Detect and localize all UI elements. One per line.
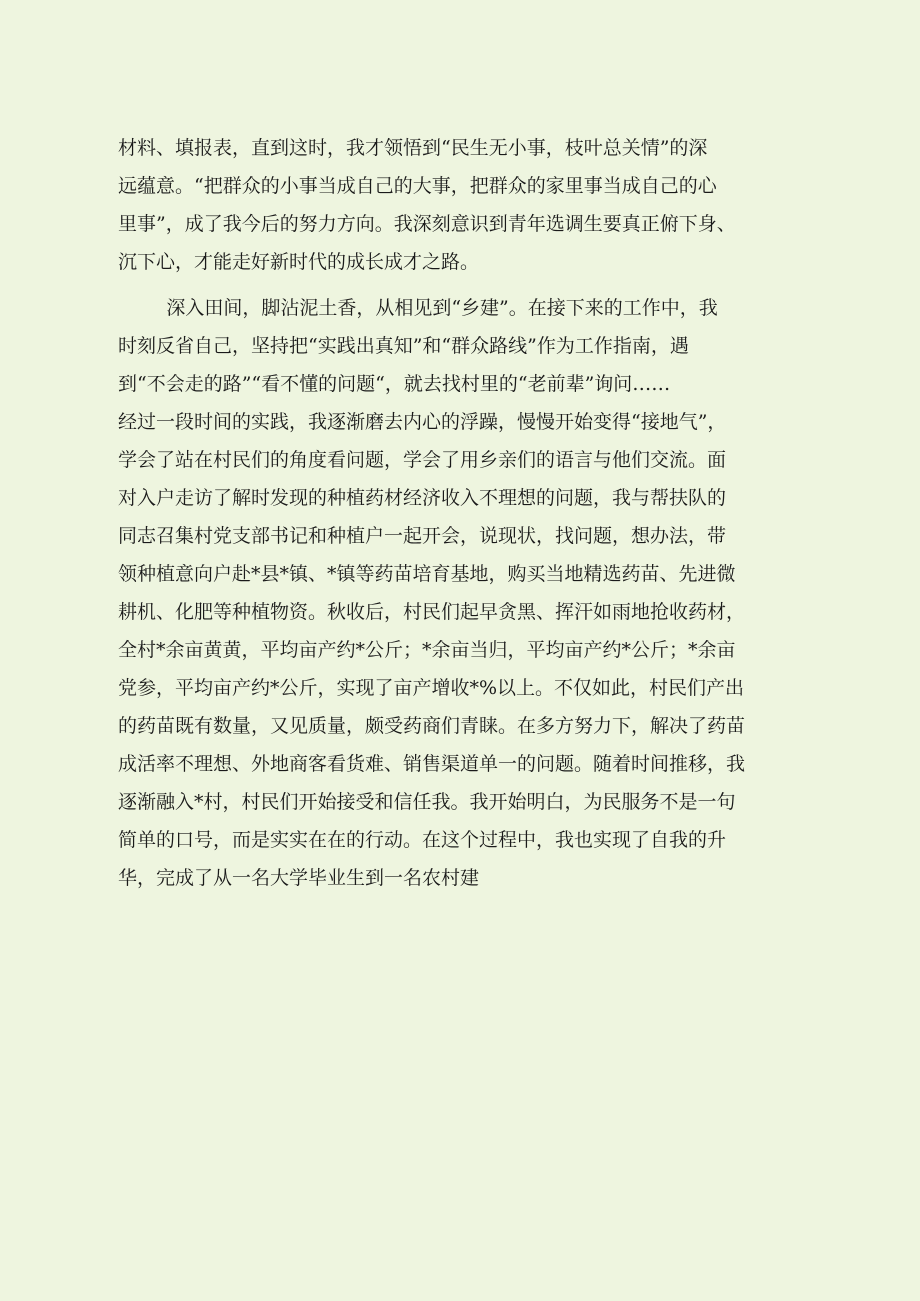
text-line: 成活率不理想、外地商客看货难、销售渠道单一的问题。随着时间推移，我: [118, 753, 746, 775]
text-line: 逐渐融入*村，村民们开始接受和信任我。我开始明白，为民服务不是一句: [118, 791, 736, 813]
text-line: 领种植意向户赴*县*镇、*镇等药苗培育基地，购买当地精选药苗、先进微: [118, 563, 736, 585]
text-line: 对入户走访了解时发现的种植药材经济收入不理想的问题，我与帮扶队的: [118, 487, 727, 509]
text-line: 的药苗既有数量，又见质量，颇受药商们青睐。在多方努力下，解决了药苗: [118, 715, 746, 737]
text-line: 材料、填报表，直到这时，我才领悟到“民生无小事，枝叶总关情”的深: [118, 137, 708, 159]
text-line: 同志召集村党支部书记和种植户一起开会，说现状，找问题，想办法，带: [118, 525, 727, 547]
paragraph-1: [118, 129, 808, 281]
text-line: 简单的口号，而是实实在在的行动。在这个过程中，我也实现了自我的升: [118, 829, 727, 851]
text-line: 远蕴意。“把群众的小事当成自己的大事，把群众的家里事当成自己的心: [118, 175, 717, 197]
text-line: 党参，平均亩产约*公斤，实现了亩产增收*%以上。不仅如此，村民们产出: [118, 677, 745, 699]
text-line: 全村*余亩黄黄，平均亩产约*公斤；*余亩当归，平均亩产约*公斤；*余亩: [118, 639, 736, 661]
text-line: 里事”，成了我今后的努力方向。我深刻意识到青年选调生要真正俯下身、: [118, 213, 736, 235]
text-line: 时刻反省自己，坚持把“实践出真知”和“群众路线”作为工作指南，遇: [118, 335, 689, 357]
text-line: 学会了站在村民们的角度看问题，学会了用乡亲们的语言与他们交流。面: [118, 449, 727, 471]
text-line: 经过一段时间的实践，我逐渐磨去内心的浮躁，慢慢开始变得“接地气”，: [118, 411, 727, 433]
text-line: 深入田间，脚沾泥土香，从相见到“乡建”。在接下来的工作中，我: [118, 297, 718, 319]
text-line: 沉下心，才能走好新时代的成长成才之路。: [118, 251, 480, 273]
paragraph-gap: [118, 281, 808, 289]
paragraph-2: [118, 289, 808, 897]
text-line: 华，完成了从一名大学毕业生到一名农村建: [118, 867, 480, 889]
text-line: 耕机、化肥等种植物资。秋收后，村民们起早贪黑、挥汗如雨地抢收药材，: [118, 601, 746, 623]
document-body: [118, 129, 808, 897]
text-line: 到“不会走的路”“看不懂的问题“，就去找村里的“老前辈”询问……: [118, 373, 671, 395]
